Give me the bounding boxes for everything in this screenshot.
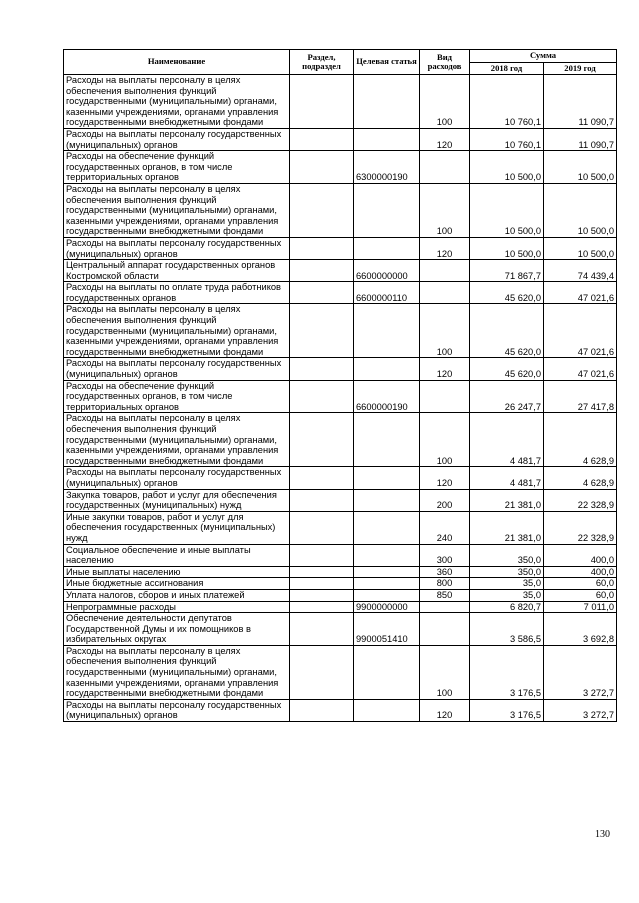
row-expense-kind (420, 282, 470, 304)
row-target-code: 9900051410 (354, 613, 420, 646)
row-name: Расходы на выплаты по оплате труда работников государственных органов (64, 282, 290, 304)
row-sum-2019: 10 500,0 (544, 151, 617, 184)
row-expense-kind: 120 (420, 699, 470, 721)
row-section (290, 128, 354, 150)
row-expense-kind: 100 (420, 645, 470, 699)
row-target-code (354, 75, 420, 129)
row-name: Расходы на выплаты персоналу в целях обеспечения выполнения функций государственными (муниципальными) органами, казенными учреждениями, органами управления государственными внебюджетными фондами (64, 75, 290, 129)
row-section (290, 566, 354, 578)
row-expense-kind: 100 (420, 75, 470, 129)
row-target-code (354, 128, 420, 150)
row-sum-2019: 400,0 (544, 544, 617, 566)
header-name: Наименование (64, 50, 290, 75)
row-sum-2019: 3 272,7 (544, 645, 617, 699)
table-row (64, 645, 617, 699)
row-sum-2019: 27 417,8 (544, 380, 617, 413)
row-sum-2019: 11 090,7 (544, 128, 617, 150)
table-row (64, 601, 617, 613)
row-section (290, 183, 354, 237)
row-section (290, 544, 354, 566)
row-name: Иные закупки товаров, работ и услуг для обеспечения государственных (муниципальных) нужд (64, 511, 290, 544)
header-row-1 (64, 50, 617, 63)
row-name: Иные выплаты населению (64, 566, 290, 578)
table-row (64, 566, 617, 578)
row-sum-2019: 47 021,6 (544, 282, 617, 304)
table-row (64, 304, 617, 358)
row-expense-kind (420, 601, 470, 613)
row-sum-2019: 4 628,9 (544, 413, 617, 467)
row-section (290, 75, 354, 129)
row-sum-2018: 350,0 (470, 544, 544, 566)
row-sum-2019: 11 090,7 (544, 75, 617, 129)
row-sum-2018: 10 500,0 (470, 237, 544, 259)
row-name: Расходы на выплаты персоналу государственных (муниципальных) органов (64, 467, 290, 489)
row-target-code (354, 304, 420, 358)
row-sum-2018: 45 620,0 (470, 304, 544, 358)
row-target-code (354, 237, 420, 259)
row-expense-kind: 120 (420, 358, 470, 380)
row-section (290, 601, 354, 613)
row-name: Центральный аппарат государственных органов Костромской области (64, 260, 290, 282)
row-sum-2018: 26 247,7 (470, 380, 544, 413)
header-year-2019: 2019 год (544, 62, 617, 75)
row-sum-2018: 45 620,0 (470, 282, 544, 304)
table-row (64, 699, 617, 721)
row-name: Расходы на выплаты персоналу государственных (муниципальных) органов (64, 237, 290, 259)
row-sum-2018: 35,0 (470, 578, 544, 590)
row-sum-2018: 4 481,7 (470, 413, 544, 467)
row-name: Уплата налогов, сборов и иных платежей (64, 589, 290, 601)
header-target: Целевая статья (354, 50, 420, 75)
row-expense-kind: 200 (420, 489, 470, 511)
row-expense-kind: 100 (420, 304, 470, 358)
row-section (290, 645, 354, 699)
row-section (290, 304, 354, 358)
row-sum-2019: 400,0 (544, 566, 617, 578)
row-expense-kind: 800 (420, 578, 470, 590)
row-section (290, 589, 354, 601)
row-section (290, 578, 354, 590)
row-sum-2018: 71 867,7 (470, 260, 544, 282)
row-name: Непрограммные расходы (64, 601, 290, 613)
table-body (64, 75, 617, 722)
header-section: Раздел, подраздел (290, 50, 354, 75)
row-target-code (354, 511, 420, 544)
row-target-code: 6300000190 (354, 151, 420, 184)
row-expense-kind: 850 (420, 589, 470, 601)
row-sum-2018: 3 586,5 (470, 613, 544, 646)
page-number: 130 (595, 829, 610, 840)
row-sum-2019: 22 328,9 (544, 511, 617, 544)
row-name: Расходы на выплаты персоналу в целях обеспечения выполнения функций государственными (муниципальными) органами, казенными учреждениями, органами управления государственными внебюджетными фондами (64, 645, 290, 699)
row-target-code (354, 544, 420, 566)
row-target-code (354, 699, 420, 721)
row-target-code: 6600000110 (354, 282, 420, 304)
table-row (64, 380, 617, 413)
row-target-code (354, 566, 420, 578)
row-target-code (354, 358, 420, 380)
row-sum-2019: 4 628,9 (544, 467, 617, 489)
row-expense-kind: 120 (420, 237, 470, 259)
row-sum-2018: 10 760,1 (470, 75, 544, 129)
row-expense-kind: 240 (420, 511, 470, 544)
row-section (290, 237, 354, 259)
table-row (64, 578, 617, 590)
row-sum-2019: 10 500,0 (544, 183, 617, 237)
row-sum-2018: 3 176,5 (470, 645, 544, 699)
row-target-code (354, 413, 420, 467)
row-sum-2018: 4 481,7 (470, 467, 544, 489)
row-sum-2019: 3 272,7 (544, 699, 617, 721)
header-year-2018: 2018 год (470, 62, 544, 75)
row-name: Расходы на выплаты персоналу в целях обеспечения выполнения функций государственными (муниципальными) органами, казенными учреждениями, органами управления государственными внебюджетными фондами (64, 413, 290, 467)
row-name: Расходы на выплаты персоналу в целях обеспечения выполнения функций государственными (муниципальными) органами, казенными учреждениями, органами управления государственными внебюджетными фондами (64, 183, 290, 237)
row-section (290, 511, 354, 544)
row-sum-2018: 6 820,7 (470, 601, 544, 613)
row-expense-kind (420, 380, 470, 413)
row-target-code (354, 578, 420, 590)
row-sum-2018: 350,0 (470, 566, 544, 578)
row-name: Закупка товаров, работ и услуг для обеспечения государственных (муниципальных) нужд (64, 489, 290, 511)
table-row (64, 511, 617, 544)
row-sum-2019: 3 692,8 (544, 613, 617, 646)
row-sum-2018: 10 500,0 (470, 183, 544, 237)
table-row (64, 282, 617, 304)
row-section (290, 260, 354, 282)
row-target-code: 6600000000 (354, 260, 420, 282)
row-section (290, 699, 354, 721)
table-header (64, 50, 617, 75)
row-target-code (354, 183, 420, 237)
row-section (290, 282, 354, 304)
row-sum-2019: 74 439,4 (544, 260, 617, 282)
row-sum-2018: 35,0 (470, 589, 544, 601)
row-section (290, 613, 354, 646)
row-expense-kind (420, 613, 470, 646)
row-name: Расходы на выплаты персоналу государственных (муниципальных) органов (64, 128, 290, 150)
row-sum-2018: 21 381,0 (470, 511, 544, 544)
table-row (64, 237, 617, 259)
row-sum-2018: 10 500,0 (470, 151, 544, 184)
table-row (64, 260, 617, 282)
table-row (64, 358, 617, 380)
row-section (290, 467, 354, 489)
table-row (64, 467, 617, 489)
table-row (64, 613, 617, 646)
row-name: Расходы на выплаты персоналу государственных (муниципальных) органов (64, 358, 290, 380)
row-expense-kind: 120 (420, 467, 470, 489)
row-name: Расходы на выплаты персоналу государственных (муниципальных) органов (64, 699, 290, 721)
row-sum-2018: 21 381,0 (470, 489, 544, 511)
table-row (64, 544, 617, 566)
row-section (290, 413, 354, 467)
row-expense-kind: 100 (420, 413, 470, 467)
row-name: Расходы на обеспечение функций государственных органов, в том числе территориальных органов (64, 151, 290, 184)
row-section (290, 358, 354, 380)
row-expense-kind: 360 (420, 566, 470, 578)
row-name: Расходы на выплаты персоналу в целях обеспечения выполнения функций государственными (муниципальными) органами, казенными учреждениями, органами управления государственными внебюджетными фондами (64, 304, 290, 358)
table-row (64, 413, 617, 467)
header-kind: Вид расходов (420, 50, 470, 75)
row-expense-kind: 100 (420, 183, 470, 237)
row-sum-2019: 60,0 (544, 589, 617, 601)
row-target-code (354, 467, 420, 489)
table-row (64, 589, 617, 601)
row-name: Иные бюджетные ассигнования (64, 578, 290, 590)
header-sum: Сумма (470, 50, 617, 63)
row-sum-2019: 47 021,6 (544, 358, 617, 380)
row-sum-2019: 60,0 (544, 578, 617, 590)
row-section (290, 151, 354, 184)
row-expense-kind: 300 (420, 544, 470, 566)
table-row (64, 151, 617, 184)
table-row (64, 75, 617, 129)
row-sum-2018: 45 620,0 (470, 358, 544, 380)
row-sum-2019: 47 021,6 (544, 304, 617, 358)
row-section (290, 489, 354, 511)
row-name: Обеспечение деятельности депутатов Государственной Думы и их помощников в избирательных округах (64, 613, 290, 646)
row-target-code (354, 645, 420, 699)
row-target-code: 6600000190 (354, 380, 420, 413)
row-target-code: 9900000000 (354, 601, 420, 613)
row-expense-kind (420, 151, 470, 184)
table-row (64, 128, 617, 150)
row-expense-kind (420, 260, 470, 282)
budget-table (63, 49, 617, 722)
row-section (290, 380, 354, 413)
table-row (64, 183, 617, 237)
row-sum-2019: 10 500,0 (544, 237, 617, 259)
row-name: Социальное обеспечение и иные выплаты населению (64, 544, 290, 566)
row-target-code (354, 589, 420, 601)
row-sum-2019: 22 328,9 (544, 489, 617, 511)
row-sum-2018: 3 176,5 (470, 699, 544, 721)
row-sum-2019: 7 011,0 (544, 601, 617, 613)
row-name: Расходы на обеспечение функций государственных органов, в том числе территориальных органов (64, 380, 290, 413)
table-row (64, 489, 617, 511)
row-expense-kind: 120 (420, 128, 470, 150)
row-sum-2018: 10 760,1 (470, 128, 544, 150)
row-target-code (354, 489, 420, 511)
